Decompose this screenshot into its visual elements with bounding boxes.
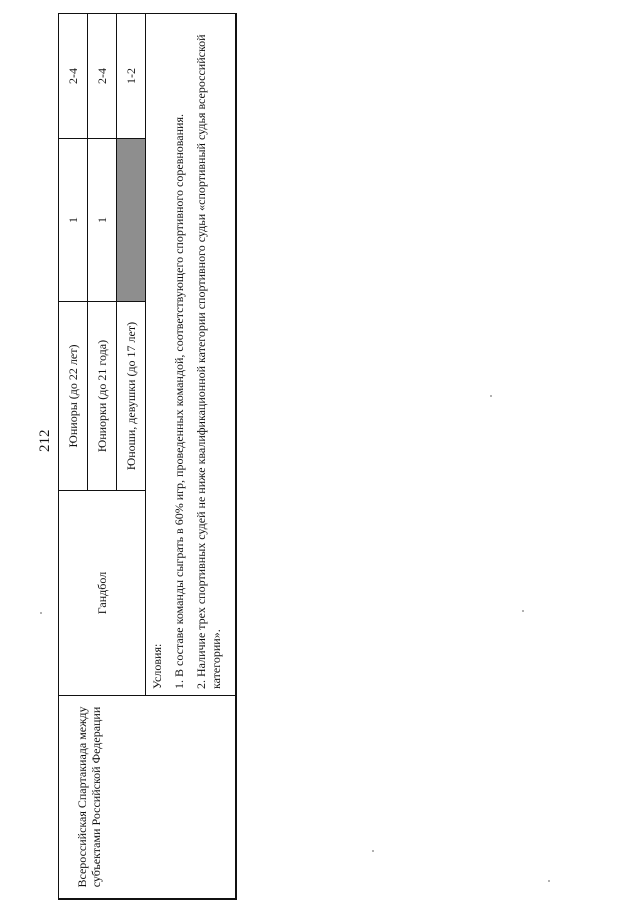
rank-range-cell: 1-2 xyxy=(117,14,146,139)
condition-item: 2. Наличие трех спортивных судей не ниже квалификационной категории спортивного судьи «спортивный судья всероссийской категории». xyxy=(194,34,223,689)
position-cell: 1 xyxy=(59,139,88,302)
age-group-cell: Юноши, девушки (до 17 лет) xyxy=(117,302,146,491)
conditions-title: Условия: xyxy=(150,643,164,689)
position-cell: 1 xyxy=(88,139,117,302)
event-name-cell: Всероссийская Спартакиада между субъектами Российской Федерации xyxy=(59,696,237,900)
rank-range-cell: 2-4 xyxy=(59,14,88,139)
rank-range-cell: 2-4 xyxy=(88,14,117,139)
scan-speck xyxy=(372,850,374,852)
qualification-table xyxy=(58,34,223,900)
scan-speck xyxy=(40,612,42,614)
table-row xyxy=(59,14,88,900)
scan-speck xyxy=(522,610,524,612)
scan-speck xyxy=(548,880,550,882)
sport-name-cell: Гандбол xyxy=(59,491,146,696)
table-grid xyxy=(58,13,237,900)
page-number: 212 xyxy=(37,429,53,452)
age-group-cell: Юниорки (до 21 года) xyxy=(88,302,117,491)
greyed-out-cell xyxy=(117,139,146,302)
age-group-cell: Юниоры (до 22 лет) xyxy=(59,302,88,491)
conditions-cell xyxy=(146,14,237,696)
condition-item: 1. В составе команды сыграть в 60% игр, проведенных командой, соответствующего спортивного соревнования. xyxy=(172,114,186,689)
scan-speck xyxy=(490,395,492,397)
